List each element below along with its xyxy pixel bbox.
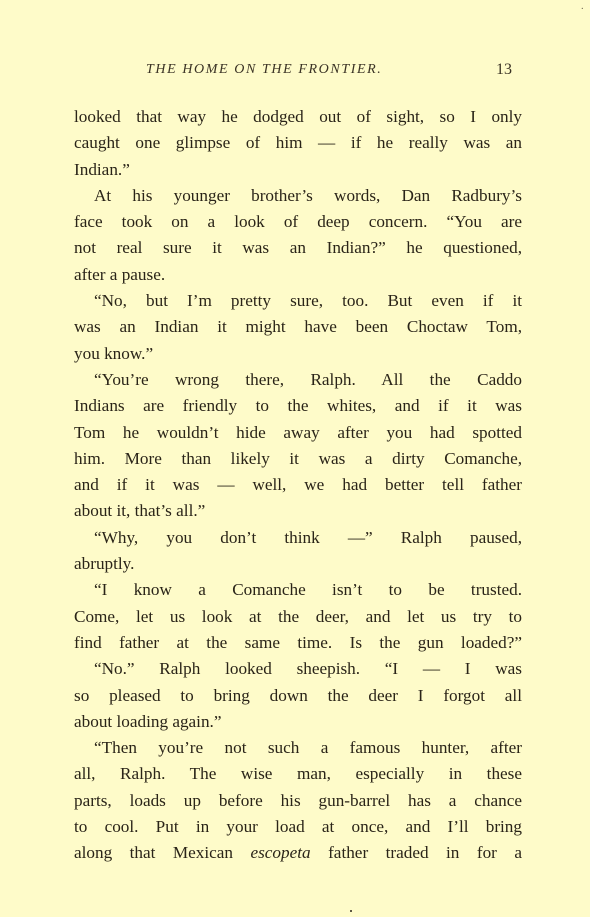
- text-line: face took on a look of deep concern. “You are: [74, 212, 522, 232]
- text-line: so pleased to bring down the deer I forgot all: [74, 685, 522, 705]
- text-line: about loading again.”: [74, 711, 222, 731]
- text-line: “No, but I’m pretty sure, too. But even if it: [94, 291, 522, 311]
- text-line: him. More than likely it was a dirty Comanche,: [74, 448, 522, 468]
- text-line: “You’re wrong there, Ralph. All the Caddo: [94, 369, 522, 389]
- text-line: At his younger brother’s words, Dan Radbury’s: [94, 185, 522, 205]
- text-line: caught one glimpse of him — if he really was an: [74, 133, 522, 153]
- page-number: 13: [496, 61, 512, 78]
- text-line: “I know a Comanche isn’t to be trusted.: [94, 580, 522, 600]
- running-title: THE HOME ON THE FRONTIER.: [146, 62, 383, 77]
- text-line: after a pause.: [74, 264, 166, 284]
- text-line: “Then you’re not such a famous hunter, after: [94, 738, 522, 758]
- text-line-last: [74, 840, 522, 866]
- italic-word: escopeta: [250, 843, 311, 863]
- text-line: Tom he wouldn’t hide away after you had spotted: [74, 422, 522, 442]
- text-line: looked that way he dodged out of sight, so I only: [74, 107, 522, 126]
- text-line: Indians are friendly to the whites, and if it was: [74, 396, 522, 416]
- text-line: to cool. Put in your load at once, and I’ll bring: [74, 817, 522, 837]
- running-header: [0, 62, 590, 86]
- text-line: abruptly.: [74, 554, 135, 574]
- text-line: all, Ralph. The wise man, especially in these: [74, 764, 522, 784]
- text-line: was an Indian it might have been Choctaw Tom,: [74, 317, 522, 337]
- text-line: Come, let us look at the deer, and let us try to: [74, 606, 522, 626]
- text-line: parts, loads up before his gun-barrel has a chance: [74, 790, 522, 810]
- text-line: “Why, you don’t think —” Ralph paused,: [94, 527, 522, 547]
- last-line-end: father traded in for a: [310, 843, 522, 863]
- last-line-start: along that Mexican: [74, 843, 251, 863]
- print-speck: [350, 910, 352, 912]
- text-line: Indian.”: [74, 159, 130, 179]
- corner-mark: ·: [580, 4, 584, 15]
- text-line: find father at the same time. Is the gun loaded?”: [74, 632, 522, 652]
- text-line: not real sure it was an Indian?” he questioned,: [74, 238, 522, 258]
- body-text: [74, 104, 522, 867]
- text-line: you know.”: [74, 343, 154, 363]
- text-line: and if it was — well, we had better tell father: [74, 475, 522, 495]
- text-line: about it, that’s all.”: [74, 501, 206, 521]
- text-line: “No.” Ralph looked sheepish. “I — I was: [94, 659, 522, 679]
